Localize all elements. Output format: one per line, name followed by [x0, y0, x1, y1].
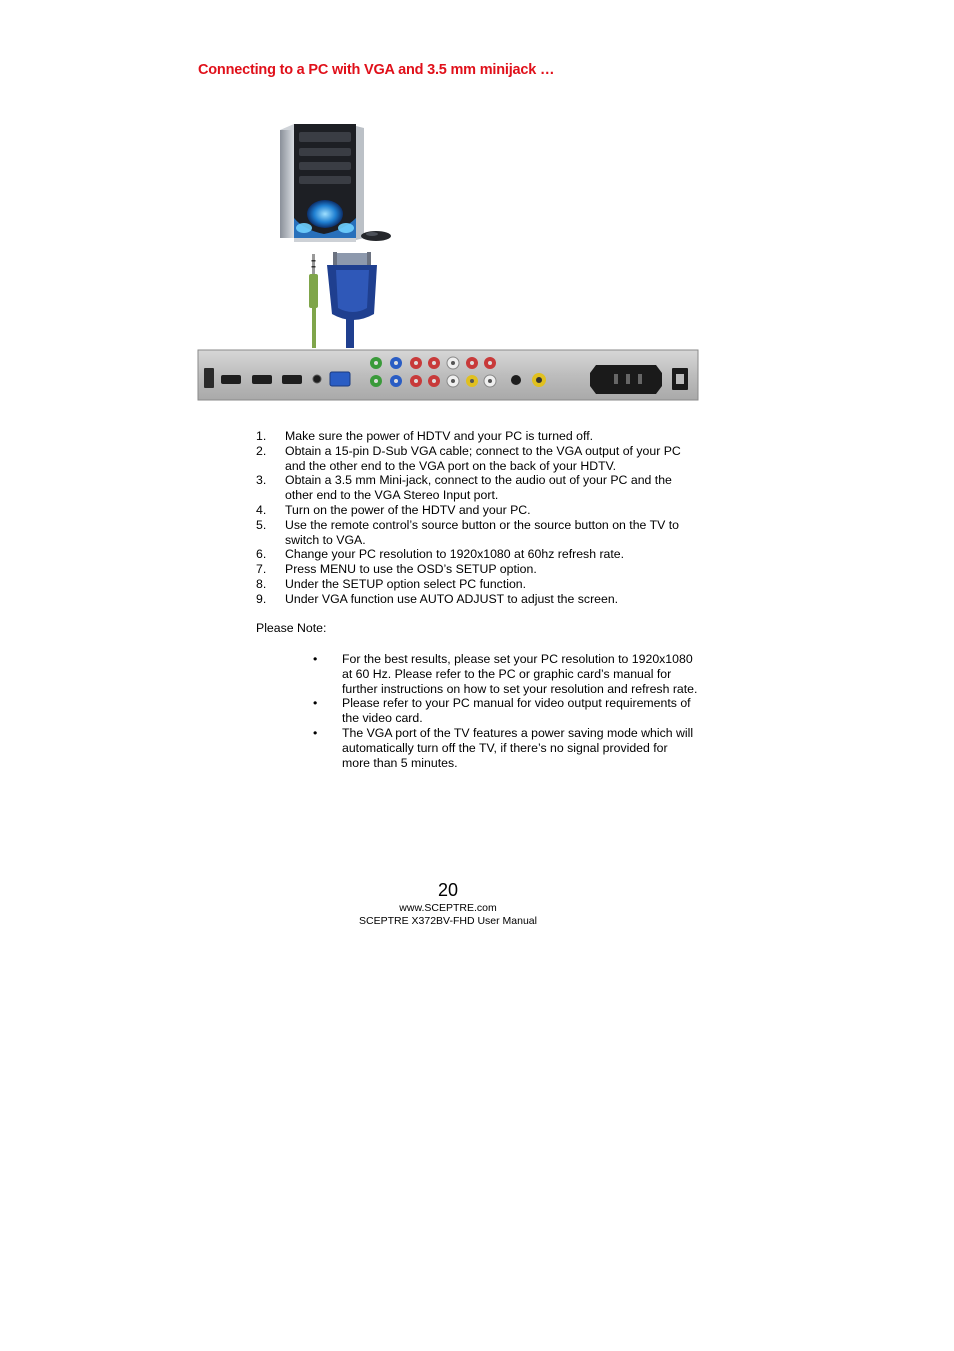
list-item	[313, 696, 698, 726]
list-item	[256, 547, 701, 562]
list-item	[256, 562, 701, 577]
step-text: Change your PC resolution to 1920x1080 at 60hz refresh rate.	[285, 547, 625, 562]
section-heading: Connecting to a PC with VGA and 3.5 mm minijack …	[198, 62, 555, 78]
list-item	[256, 503, 701, 518]
step-number: 9.	[256, 591, 267, 606]
pc-to-tv-connection-illustration	[196, 118, 700, 404]
step-text: Under the SETUP option select PC function.	[285, 576, 527, 591]
note-text: For the best results, please set your PC resolution to 1920x1080 at 60 Hz. Please refer to the PC or graphic card’s manual for further instructions on how to set your resolution and refresh rate.	[342, 652, 698, 696]
list-item	[256, 592, 701, 607]
list-item	[256, 429, 701, 444]
note-text: The VGA port of the TV features a power saving mode which will automatically turn off the TV, if there’s no signal provided for more than 5 minutes.	[342, 725, 694, 770]
step-number: 6.	[256, 547, 267, 562]
step-text: Make sure the power of HDTV and your PC is turned off.	[285, 429, 594, 443]
step-text: Press MENU to use the OSD’s SETUP option.	[285, 562, 537, 577]
step-number: 7.	[256, 562, 267, 577]
bullet-icon: •	[313, 652, 318, 666]
step-number: 3.	[256, 473, 267, 488]
mouse-icon	[361, 231, 391, 241]
bullet-icon: •	[313, 696, 318, 711]
step-text: Use the remote control’s source button or the source button on the TV to switch to VGA.	[285, 517, 679, 547]
note-label: Please Note:	[256, 621, 327, 635]
step-number: 8.	[256, 576, 267, 591]
step-text: Turn on the power of the HDTV and your PC.	[285, 502, 531, 517]
audio-minijack-cable-icon	[309, 254, 318, 348]
step-number: 1.	[256, 429, 267, 443]
note-text: Please refer to your PC manual for video output requirements of the video card.	[342, 696, 691, 726]
step-text: Obtain a 15-pin D-Sub VGA cable; connect to the VGA output of your PC and the other end to the VGA port on the back of your HDTV.	[285, 443, 681, 473]
list-item	[256, 577, 701, 592]
bullet-icon: •	[313, 725, 318, 740]
step-text: Obtain a 3.5 mm Mini-jack, connect to the audio out of your PC and the other end to the VGA Stereo Input port.	[285, 473, 672, 503]
notes-list	[313, 652, 698, 770]
setup-steps-list	[256, 429, 701, 607]
list-item	[313, 726, 698, 770]
step-number: 5.	[256, 517, 267, 532]
footer-manual-title: SCEPTRE X372BV-FHD User Manual	[359, 915, 537, 927]
step-text: Under VGA function use AUTO ADJUST to adjust the screen.	[285, 591, 619, 606]
list-item	[256, 518, 701, 548]
pc-tower-icon	[280, 124, 364, 242]
list-item	[256, 444, 701, 474]
tv-rear-panel-icon	[198, 350, 698, 400]
step-number: 2.	[256, 443, 267, 458]
step-number: 4.	[256, 502, 267, 517]
footer-website: www.SCEPTRE.com	[399, 902, 497, 914]
page-number: 20	[437, 880, 459, 900]
vga-cable-icon	[327, 252, 377, 348]
list-item	[313, 652, 698, 696]
list-item	[256, 473, 701, 503]
